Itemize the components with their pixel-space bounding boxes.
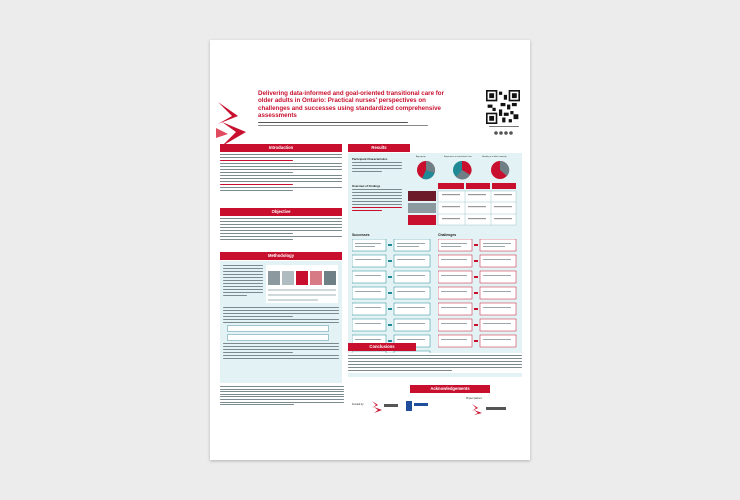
participant-heading: Participant Characteristics bbox=[352, 157, 388, 161]
participant-pie-charts bbox=[414, 160, 520, 182]
poster-logo-icon bbox=[216, 98, 250, 150]
methodology-details bbox=[223, 307, 339, 361]
poster-title: Delivering data-informed and goal-oriented transitional care for older adults in Ontario: Practical nurses' perspectives on challenges and successes using standardized comprehensive assessments bbox=[258, 90, 444, 120]
pie-label-minority: Identify as a black minority bbox=[482, 156, 507, 158]
introduction-body bbox=[220, 154, 342, 193]
overview-matrix bbox=[408, 183, 518, 229]
successes-heading: Successes bbox=[352, 233, 370, 237]
methodology-figure bbox=[266, 265, 338, 303]
methodology-panel bbox=[220, 261, 342, 383]
participant-text bbox=[352, 162, 402, 174]
qr-code-icon[interactable] bbox=[486, 90, 520, 124]
conclusions-header: Conclusions bbox=[348, 343, 416, 351]
partner-logo bbox=[470, 403, 510, 415]
results-header: Results bbox=[348, 144, 410, 152]
funder-logos bbox=[370, 399, 430, 413]
social-icons bbox=[494, 131, 516, 135]
introduction-header: Introduction bbox=[220, 144, 342, 152]
pie-label-age: Age group bbox=[416, 156, 426, 158]
objective-header: Objective bbox=[220, 208, 342, 216]
objective-body bbox=[220, 218, 342, 242]
challenges-heading: Challenges bbox=[438, 233, 457, 237]
poster-authors bbox=[258, 122, 458, 127]
conclusions-body bbox=[348, 353, 522, 373]
overview-heading: Overview of Findings bbox=[352, 184, 381, 188]
acknowledgements-header: Acknowledgements bbox=[410, 385, 490, 393]
methodology-text bbox=[223, 265, 263, 298]
research-poster bbox=[210, 40, 530, 460]
funded-by-label: Funded by: bbox=[352, 403, 364, 406]
pie-label-experience: Experience in transitional care bbox=[444, 156, 472, 158]
acknowledgements-panel bbox=[348, 393, 522, 419]
qr-caption bbox=[486, 126, 522, 128]
overview-text bbox=[352, 189, 402, 213]
methodology-header: Methodology bbox=[220, 252, 342, 260]
references bbox=[220, 386, 344, 407]
project-partner-label: Project partner: bbox=[466, 397, 483, 400]
